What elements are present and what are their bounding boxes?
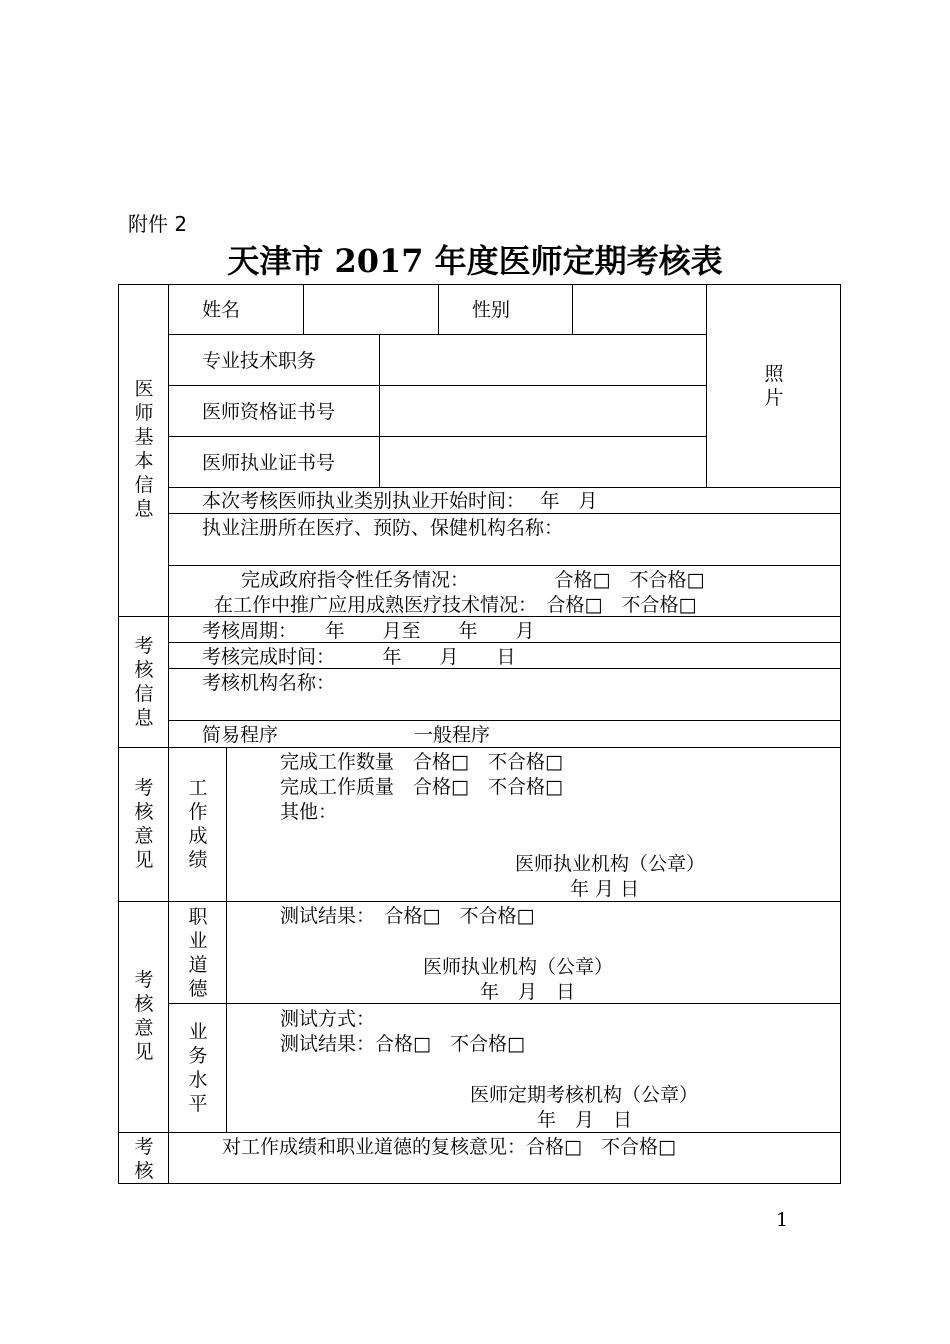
assessment-info-section-label: 考核信息	[134, 635, 154, 729]
work-performance-label: 工作成绩	[188, 777, 208, 871]
assessment-completion-time: 考核完成时间： 年 月 日	[202, 646, 516, 668]
professional-ethics-label: 职业道德	[188, 906, 208, 1000]
procedure-general[interactable]: 一般程序	[414, 724, 491, 746]
opinion-ethics-section-label: 考核意见	[134, 969, 154, 1063]
photo-placeholder: 照片	[764, 363, 784, 409]
gender-label: 性别	[472, 299, 511, 321]
qualification-cert-label: 医师资格证书号	[202, 401, 336, 423]
name-label: 姓名	[202, 299, 241, 321]
basic-info-section-label: 医师基本信息	[134, 378, 154, 520]
professional-title-field[interactable]	[380, 335, 706, 385]
opinion-work-section-label: 考核意见	[134, 777, 154, 871]
practice-license-field[interactable]	[380, 437, 706, 487]
gender-field[interactable]	[573, 285, 706, 334]
professional-skill-label: 业务水平	[188, 1021, 208, 1115]
ethics-seal: 医师执业机构（公章）	[423, 956, 614, 978]
ethics-test-result: 测试结果： 合格□ 不合格□	[280, 905, 535, 927]
ethics-date: 年 月 日	[480, 981, 576, 1003]
attachment-label: 附件 2	[128, 212, 188, 236]
skill-date: 年 月 日	[537, 1109, 633, 1131]
practice-license-label: 医师执业证书号	[202, 452, 336, 474]
gov-task-status: 完成政府指令性任务情况： 合格□ 不合格□	[241, 569, 705, 591]
page-title: 天津市 2017 年度医师定期考核表	[227, 242, 723, 280]
work-date: 年 月 日	[570, 878, 640, 900]
work-quantity: 完成工作数量 合格□ 不合格□	[280, 751, 563, 773]
practice-start-time: 本次考核医师执业类别执业开始时间： 年 月	[202, 490, 598, 512]
assessment-org-name: 考核机构名称：	[202, 672, 336, 694]
assessment-period: 考核周期： 年 月至 年 月	[202, 620, 535, 642]
tech-promotion-status: 在工作中推广应用成熟医疗技术情况： 合格□ 不合格□	[214, 594, 697, 616]
work-quality: 完成工作质量 合格□ 不合格□	[280, 776, 563, 798]
work-seal: 医师执业机构（公章）	[515, 853, 706, 875]
professional-title-label: 专业技术职务	[202, 350, 317, 372]
skill-test-result: 测试结果：合格□ 不合格□	[280, 1033, 525, 1055]
skill-test-method: 测试方式：	[280, 1008, 376, 1030]
name-field[interactable]	[304, 285, 438, 334]
registered-institution-label: 执业注册所在医疗、预防、保健机构名称：	[202, 517, 564, 539]
page-number: 1	[776, 1209, 789, 1231]
qualification-cert-field[interactable]	[380, 386, 706, 436]
review-section-label: 考核	[134, 1136, 154, 1182]
review-opinion: 对工作成绩和职业道德的复核意见：合格□ 不合格□	[222, 1136, 676, 1158]
work-other: 其他：	[280, 801, 338, 823]
skill-seal: 医师定期考核机构（公章）	[470, 1084, 699, 1106]
procedure-simple[interactable]: 简易程序	[202, 724, 279, 746]
